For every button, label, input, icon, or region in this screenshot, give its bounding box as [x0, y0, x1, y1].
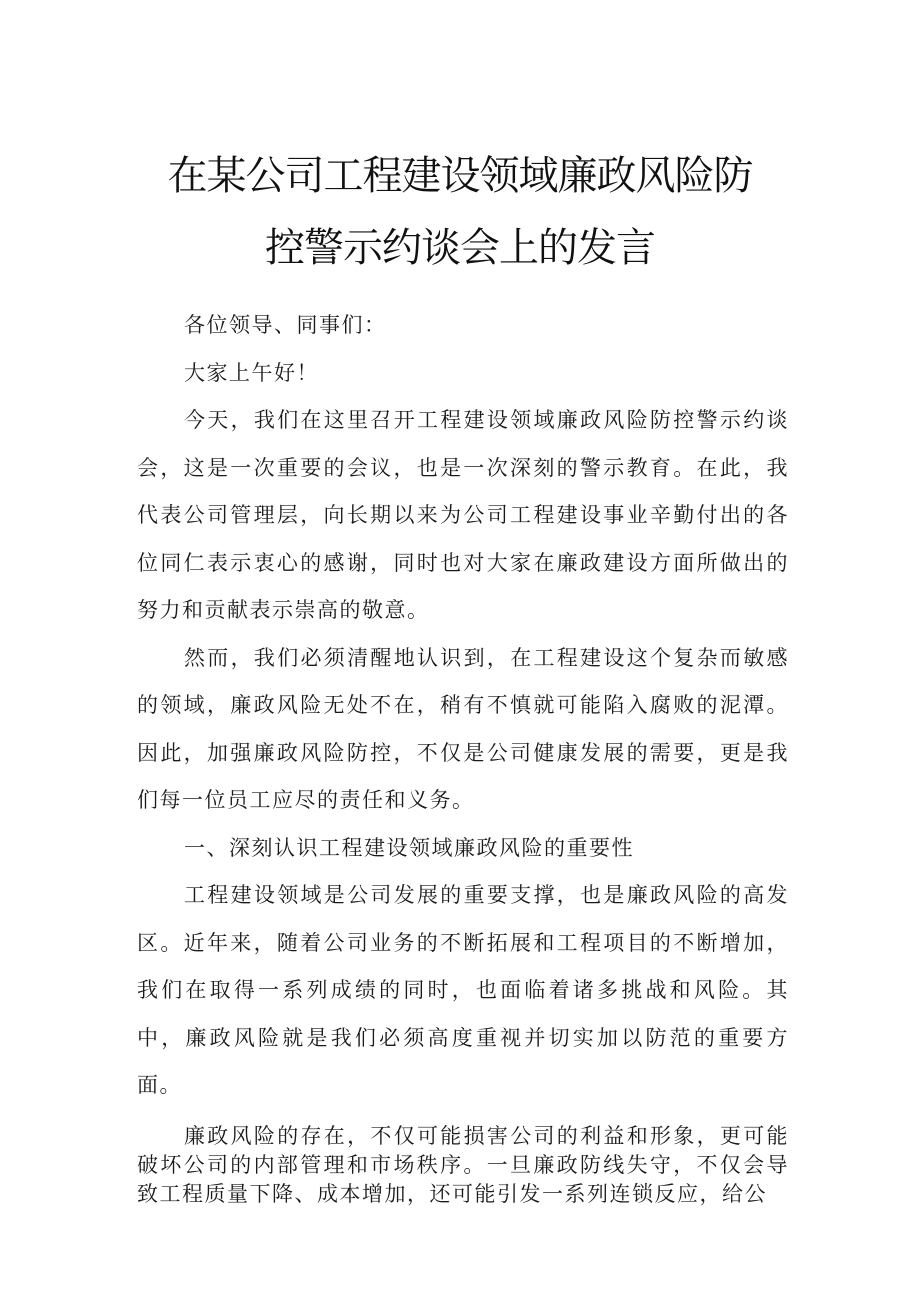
paragraph-risk-impact: 廉政风险的存在，不仅可能损害公司的利益和形象，更可能破坏公司的内部管理和市场秩序。一旦廉政防线失守，不仅会导致工程质量下降、成本增加，还可能引发一系列连锁反应，给公 — [137, 1123, 789, 1206]
title-line-2: 控警示约谈会上的发言 — [265, 225, 655, 271]
salutation: 各位领导、同事们： — [184, 313, 387, 337]
section-heading-1: 一、深刻认识工程建设领域廉政风险的重要性 — [184, 835, 634, 860]
paragraph-awareness: 然而，我们必须清醒地认识到，在工程建设这个复杂而敏感的领域，廉政风险无处不在，稍有不慎就可能陷入腐败的泥潭。因此，加强廉政风险防控，不仅是公司健康发展的需要，更是我们每一位员工应尽的责任和义务。 — [137, 645, 789, 812]
paragraph-opening: 今天，我们在这里召开工程建设领域廉政风险防控警示约谈会，这是一次重要的会议，也是一次深刻的警示教育。在此，我代表公司管理层，向长期以来为公司工程建设事业辛勤付出的各位同仁表示衷心的感谢，同时也对大家在廉政建设方面所做出的努力和贡献表示崇高的敬意。 — [137, 408, 789, 622]
paragraph-importance: 工程建设领域是公司发展的重要支撑，也是廉政风险的高发区。近年来，随着公司业务的不断拓展和工程项目的不断增加，我们在取得一系列成绩的同时，也面临着诸多挑战和风险。其中，廉政风险就是我们必须高度重视并切实加以防范的重要方面。 — [137, 883, 789, 1097]
document-body — [137, 302, 789, 1209]
greeting: 大家上午好！ — [184, 360, 319, 385]
document-title — [100, 140, 820, 284]
title-line-1: 在某公司工程建设领域廉政风险防 — [167, 153, 753, 199]
